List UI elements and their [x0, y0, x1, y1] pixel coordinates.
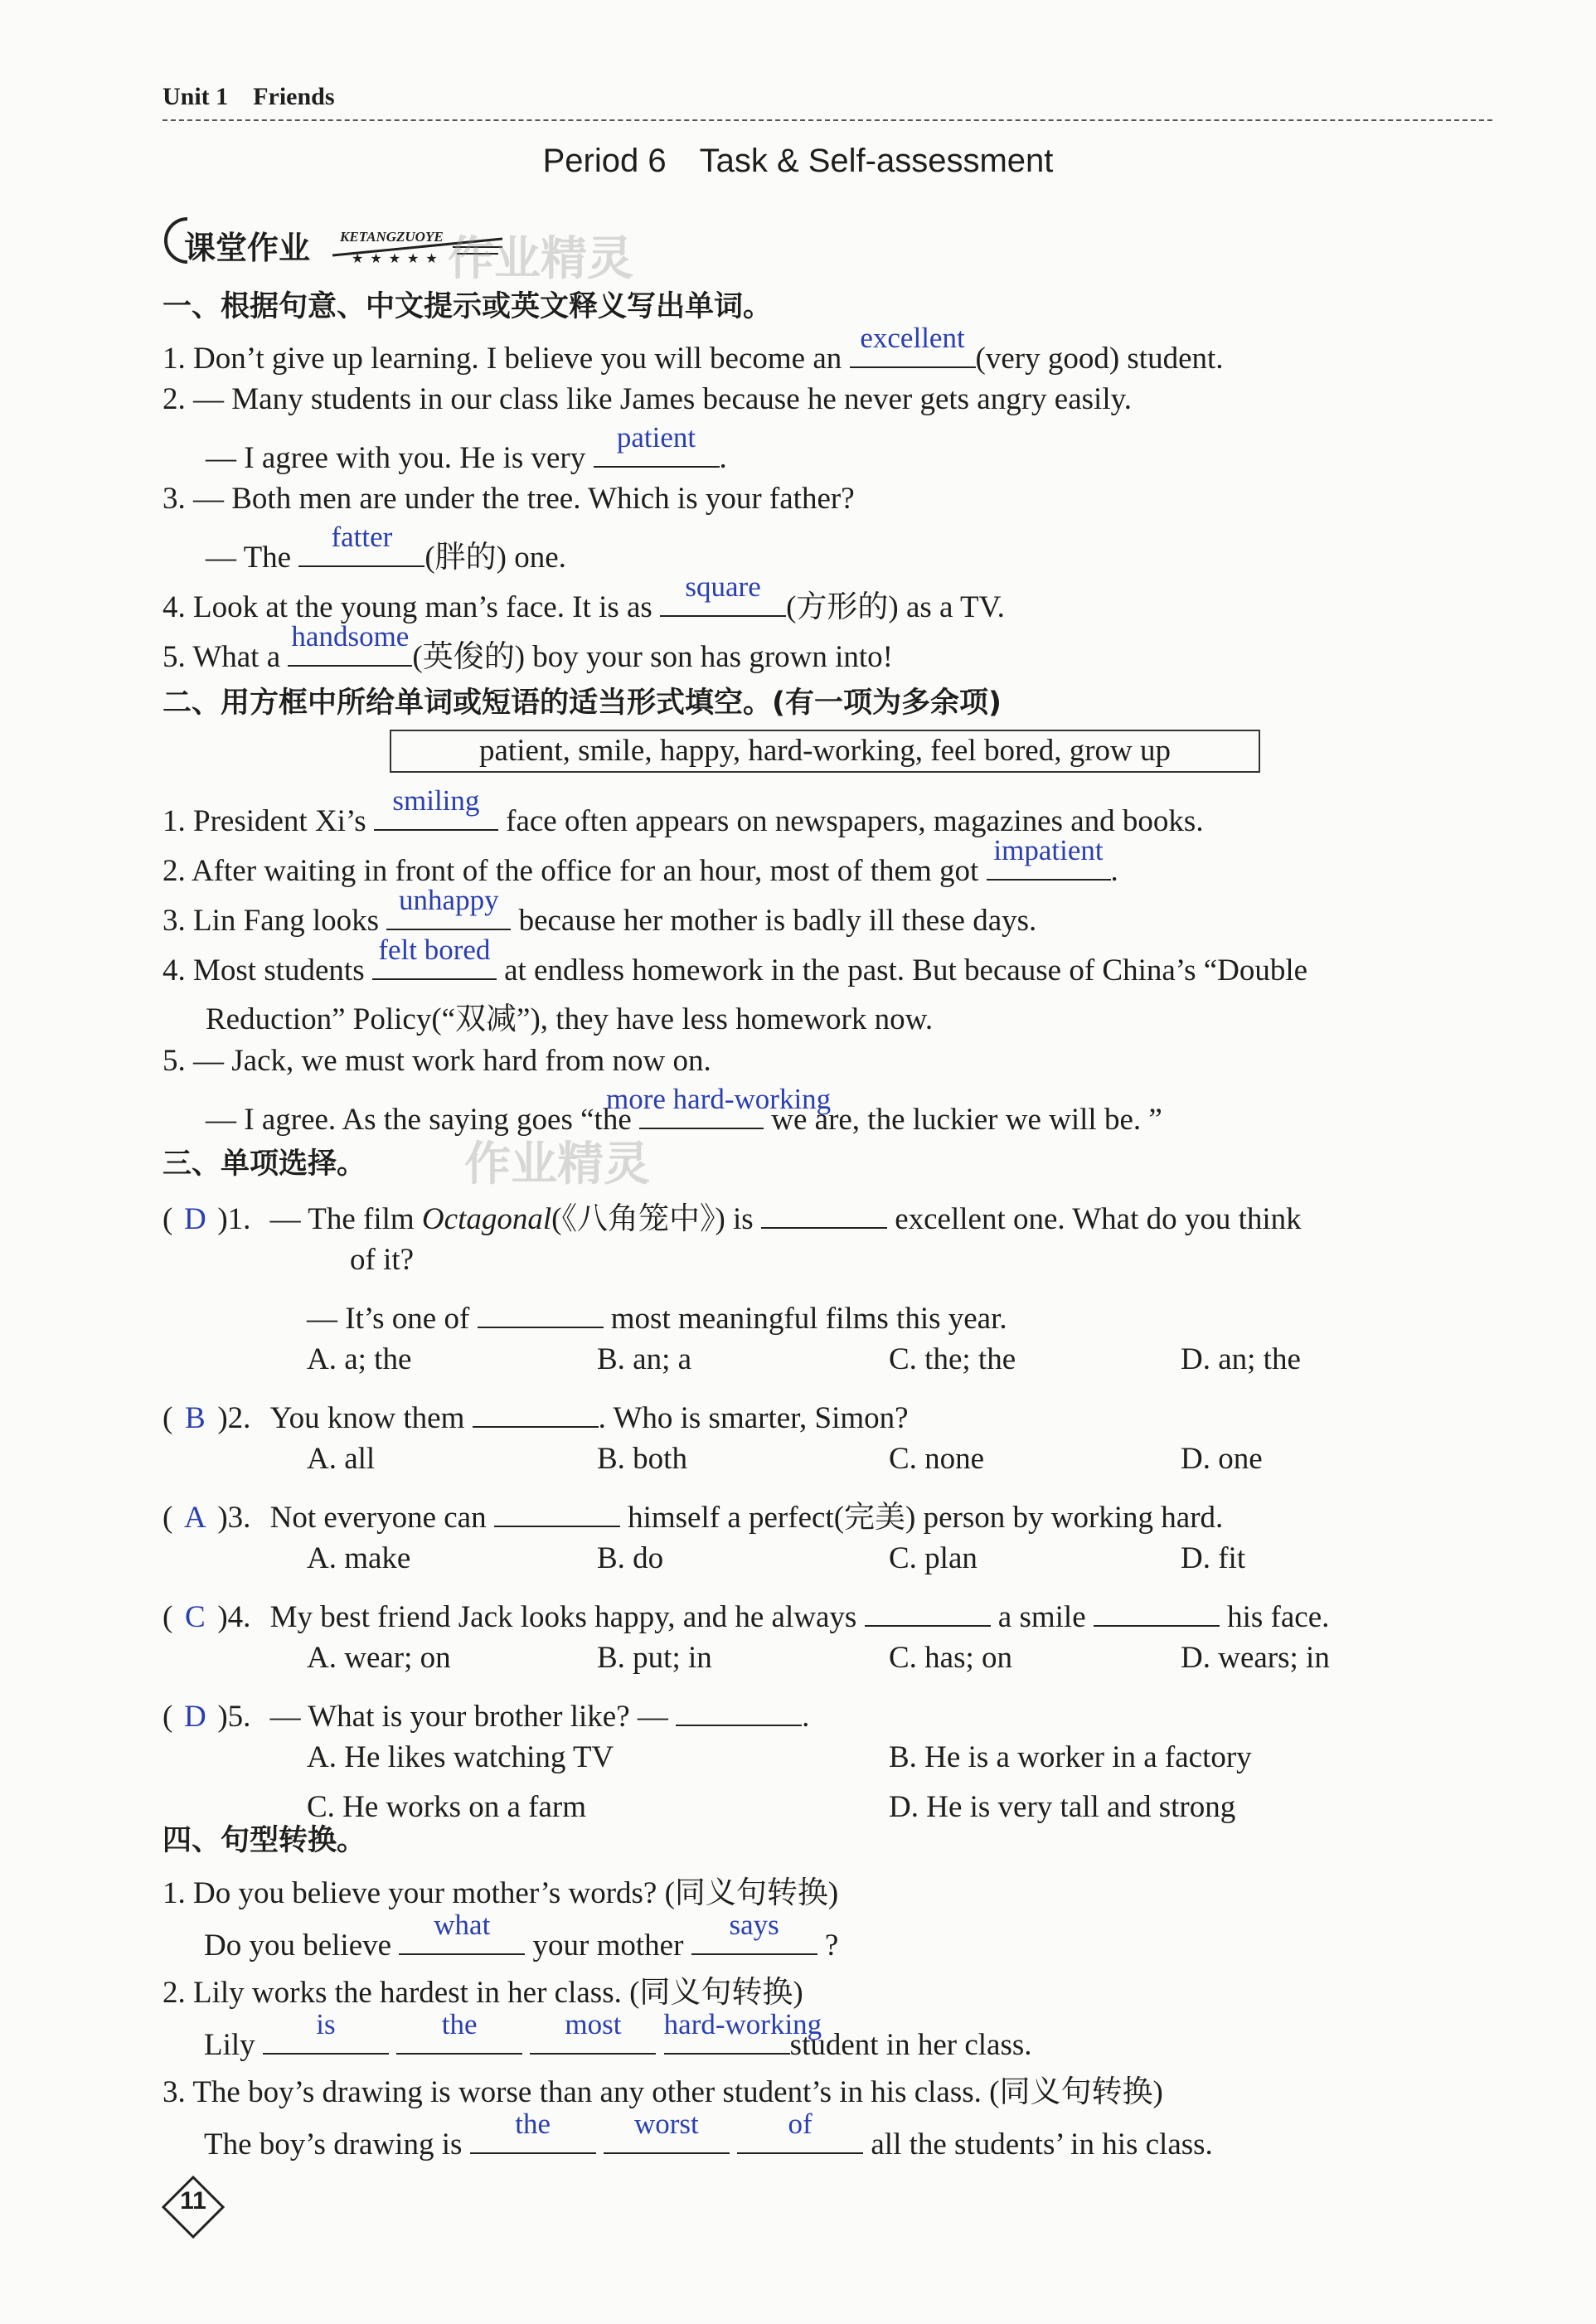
option-d: D. fit — [1181, 1541, 1246, 1575]
s1-question-2b: — I agree with you. He is very patient . — [206, 421, 727, 475]
s1-question-4: 4. Look at the young man’s face. It is as square (方形的) as a TV. — [163, 570, 1005, 624]
banner-title: 课堂作业 — [184, 230, 311, 266]
unit-label: Unit 1 — [163, 83, 229, 110]
option-b: B. both — [597, 1442, 687, 1476]
banner-stars: ★★★★★ — [352, 250, 444, 266]
s2-question-2: 2. After waiting in front of the office for an hour, most of them got impatient . — [163, 834, 1118, 888]
section-2-heading: 二、用方框中所给单词或短语的适当形式填空。(有一项为多余项) — [163, 687, 1002, 720]
option-d: D. an; the — [1181, 1342, 1301, 1376]
s3-question-5: ( D )5. — What is your brother like? — . — [163, 1690, 809, 1735]
s4-question-1a: 1. Do you believe your mother’s words? (同义句转换) — [163, 1876, 839, 1910]
choice-answer: C — [184, 1600, 206, 1634]
s4-question-1b: Do you believe what your mother says ? — [204, 1909, 839, 1963]
option-c: C. the; the — [889, 1342, 1016, 1376]
choice-answer: B — [184, 1401, 206, 1435]
film-title: Octagonal — [421, 1202, 552, 1236]
period-label: Period 6 — [542, 143, 667, 179]
s3-question-1: ( D )1. — The film Octagonal(《八角笼中》) is excellent one. What do you think — [163, 1192, 1302, 1238]
s1-question-5: 5. What a handsome (英俊的) boy your son has grown into! — [163, 620, 893, 674]
s4-question-2b: Lily is the most hard-working student in her class. — [204, 2008, 1032, 2062]
answer-blank: what — [399, 1919, 525, 1955]
choice-answer: D — [183, 1202, 206, 1236]
option-c: C. none — [889, 1442, 985, 1476]
answer-blank: hard-working — [664, 2018, 790, 2055]
answer-blank: smiling — [374, 794, 498, 831]
watermark: 作业精灵 — [448, 232, 633, 286]
answer-blank: felt bored — [372, 944, 497, 980]
option-d: D. wears; in — [1181, 1641, 1330, 1675]
s3-question-1-line3: — It’s one of most meaningful films this year. — [307, 1292, 1007, 1337]
banner-subtitle: KETANGZUOYE — [340, 229, 444, 245]
option-d: D. He is very tall and strong — [889, 1790, 1236, 1824]
s1-question-1: 1. Don’t give up learning. I believe you will become an excellent (very good) student. — [163, 322, 1224, 376]
choice-answer: D — [183, 1700, 206, 1734]
header-divider — [163, 119, 1492, 121]
answer-blank: unhappy — [386, 894, 511, 930]
option-a: A. a; the — [307, 1342, 412, 1376]
blank — [761, 1192, 887, 1229]
s2-question-3: 3. Lin Fang looks unhappy because her mother is badly ill these days. — [163, 884, 1037, 938]
word-box: patient, smile, happy, hard-working, feel bored, grow up — [390, 730, 1260, 773]
s1-question-3a: 3. — Both men are under the tree. Which is your father? — [163, 482, 855, 516]
s3-question-3: ( A )3. Not everyone can himself a perfect(完美) person by working hard. — [163, 1491, 1223, 1536]
watermark: 作业精灵 — [464, 1138, 650, 1191]
blank — [494, 1491, 620, 1527]
option-b: B. an; a — [597, 1342, 692, 1376]
blank — [473, 1391, 599, 1428]
s2-question-5a: 5. — Jack, we must work hard from now on. — [163, 1044, 711, 1078]
s2-question-4b: Reduction” Policy(“双减”), they have less homework now. — [206, 1002, 934, 1036]
blank — [865, 1590, 991, 1627]
option-a: A. make — [307, 1541, 411, 1575]
blank — [676, 1690, 802, 1726]
s1-question-2a: 2. — Many students in our class like James because he never gets angry easily. — [163, 382, 1132, 416]
blank — [478, 1292, 604, 1328]
answer-blank: of — [737, 2118, 863, 2154]
answer-blank: the — [470, 2118, 596, 2154]
option-d: D. one — [1181, 1442, 1263, 1476]
page-title — [0, 143, 1596, 180]
answer-blank: handsome — [288, 630, 412, 667]
unit-header — [163, 83, 335, 111]
option-c: C. has; on — [889, 1641, 1013, 1675]
s4-question-2a: 2. Lily works the hardest in her class. (同义句转换) — [163, 1976, 803, 2010]
answer-blank: more hard-working — [639, 1093, 764, 1129]
option-b: B. He is a worker in a factory — [889, 1740, 1252, 1774]
unit-title: Friends — [253, 83, 335, 110]
section-1-heading: 一、根据句意、中文提示或英文释义写出单词。 — [163, 290, 773, 323]
s3-question-2: ( B )2. You know them . Who is smarter, Simon? — [163, 1391, 909, 1436]
answer-blank: excellent — [850, 332, 976, 368]
answer-blank: most — [530, 2018, 656, 2055]
answer-blank: fatter — [298, 531, 424, 567]
option-a: A. wear; on — [307, 1641, 451, 1675]
s2-question-5b: — I agree. As the saying goes “the more hard-working we are, the luckier we will be. ” — [206, 1083, 1162, 1137]
answer-blank: worst — [604, 2118, 730, 2154]
answer-blank: the — [396, 2018, 522, 2055]
section-4-heading: 四、句型转换。 — [163, 1824, 366, 1857]
answer-blank: is — [263, 2018, 389, 2055]
option-a: A. all — [307, 1442, 376, 1476]
option-c: C. plan — [889, 1541, 977, 1575]
s2-question-4a: 4. Most students felt bored at endless homework in the past. But because of China’s “Double — [163, 934, 1308, 987]
answer-blank: says — [691, 1919, 817, 1955]
s4-question-3b: The boy’s drawing is the worst of all the students’ in his class. — [204, 2108, 1213, 2161]
choice-answer: A — [183, 1501, 206, 1535]
s2-question-1: 1. President Xi’s smiling face often appears on newspapers, magazines and books. — [163, 784, 1204, 838]
answer-blank: impatient — [987, 844, 1111, 881]
blank — [1094, 1590, 1220, 1627]
answer-blank: square — [660, 580, 786, 617]
period-title: Task & Self-assessment — [699, 143, 1054, 179]
s3-question-1-cont: of it? — [350, 1243, 415, 1277]
page-number: 11 — [180, 2187, 206, 2215]
s1-question-3b: — The fatter (胖的) one. — [206, 521, 566, 575]
section-3-heading: 三、单项选择。 — [163, 1147, 366, 1181]
option-a: A. He likes watching TV — [307, 1740, 614, 1774]
option-c: C. He works on a farm — [307, 1790, 587, 1824]
option-b: B. do — [597, 1541, 664, 1575]
s3-question-4: ( C )4. My best friend Jack looks happy, and he always a smile his face. — [163, 1590, 1329, 1635]
s4-question-3a: 3. The boy’s drawing is worse than any other student’s in his class. (同义句转换) — [163, 2075, 1163, 2109]
option-b: B. put; in — [597, 1641, 712, 1675]
answer-blank: patient — [594, 431, 720, 468]
